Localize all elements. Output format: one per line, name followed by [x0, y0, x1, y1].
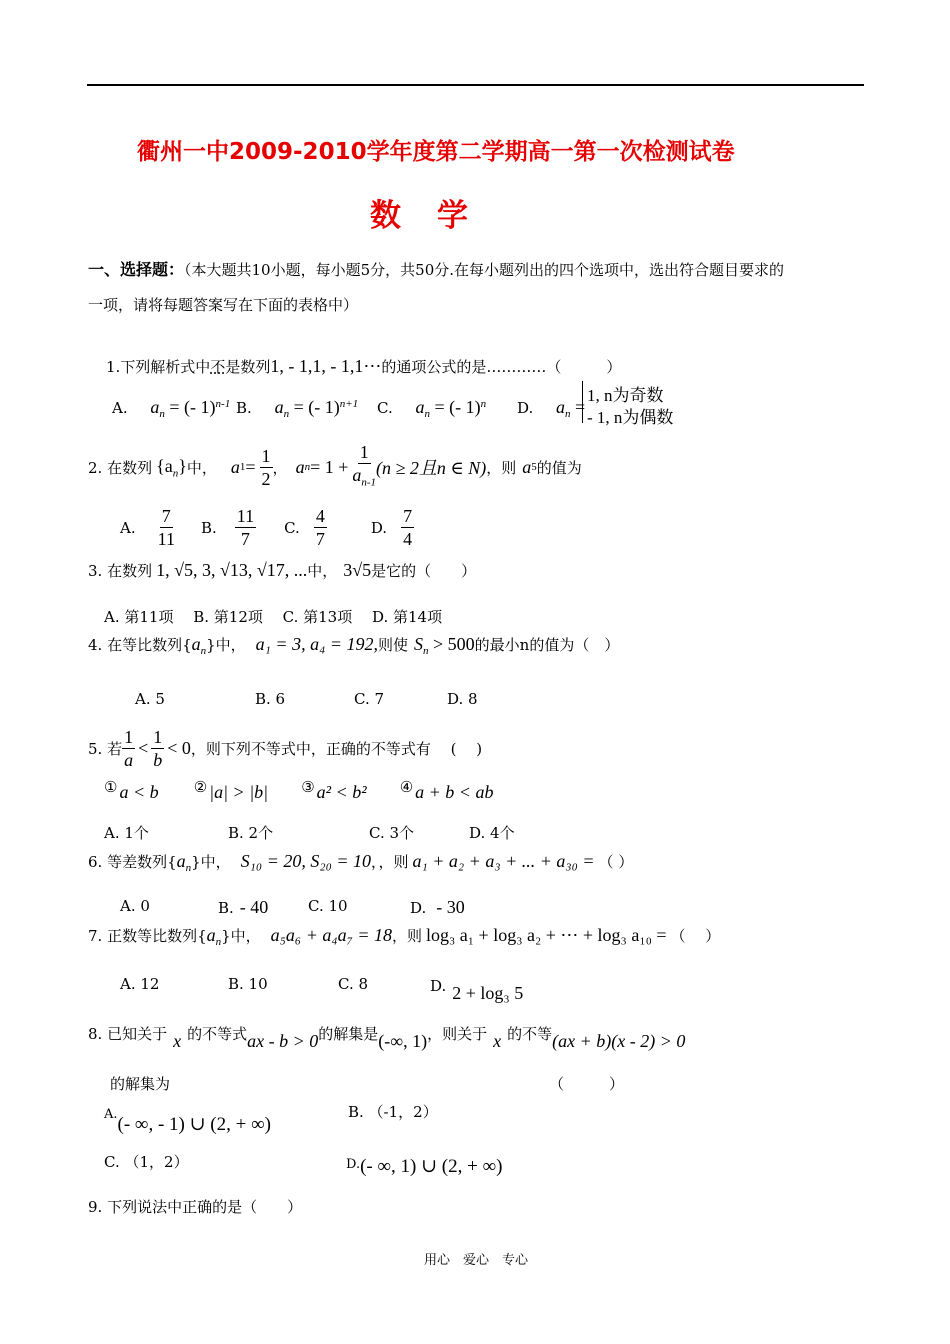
q1-d-case2: - 1, n为偶数	[587, 408, 674, 427]
q8-stem-e: 的不等	[507, 1025, 553, 1043]
q8-option-a	[104, 1101, 271, 1135]
q2-stem	[88, 441, 582, 494]
q5-option-b: B. 2个	[228, 824, 274, 842]
q2-a5-sub: 5	[531, 461, 537, 474]
q2-half-num: 1	[261, 445, 271, 466]
q4-stem	[88, 634, 619, 657]
q5-option-a: A. 1个	[104, 824, 149, 842]
q5-f1-den: a	[124, 750, 134, 770]
q7-an: a	[206, 925, 216, 945]
instruction-line-1: （本大题共10小题，每小题5分，共50分.在每小题列出的四个选项中，选出符合题目要求的	[184, 261, 785, 279]
q2-a-frac	[158, 505, 175, 550]
q3-stem	[88, 560, 476, 581]
q7-option-c: C. 8	[338, 975, 369, 993]
q8-d-label: D.	[346, 1157, 361, 1172]
q8-ineq2: (ax + b)(x - 2) > 0	[552, 1031, 686, 1051]
q2-stem-a: 2. 在数列	[88, 458, 153, 477]
q4-stem-b: }中，	[206, 636, 246, 654]
q2-an-sub: n	[304, 461, 311, 474]
q4-an-sub: n	[200, 645, 207, 657]
q1-a-rest: = (- 1)	[164, 397, 216, 417]
q1-b-label: B.	[236, 399, 252, 417]
q2-options	[120, 505, 414, 550]
page-footer: 用心 爱心 专心	[424, 1253, 529, 1268]
q8-paren: （ ）	[549, 1075, 625, 1093]
section-instructions	[88, 257, 784, 280]
q5-f1-num: 1	[124, 727, 134, 747]
q6-option-a: A. 0	[120, 897, 150, 915]
q5-statement-4: a + b < ab	[415, 782, 494, 802]
q8-stem-d: ，则关于	[427, 1025, 488, 1043]
q4-stem-c: 则使	[377, 636, 408, 654]
q1-stem-a: 1.下列解析式中	[106, 358, 211, 376]
instruction-line-2: 一项，请将每题答案写在下面的表格中）	[88, 296, 359, 314]
q7-paren: （ ）	[670, 927, 721, 945]
q2-condition: (n ≥ 2且n ∈ N)	[376, 458, 487, 479]
q2-b-num: 11	[236, 506, 255, 526]
q2-d-num: 7	[403, 506, 413, 526]
q1-stem-b: 是数列	[225, 358, 271, 376]
q6-d-label: D.	[410, 899, 427, 917]
q1-d-label: D.	[517, 399, 534, 417]
q1-b-var: a	[274, 397, 284, 417]
q2-a-num: 7	[161, 506, 171, 526]
q5-mark-2: ②	[193, 778, 208, 796]
q2-rec-num: 1	[359, 442, 369, 462]
q6-an: a	[176, 851, 186, 871]
q8-option-d	[346, 1151, 503, 1177]
q1-stem-c: 的通项公式的是…………（ ）	[381, 358, 622, 376]
q2-c-frac	[314, 505, 327, 550]
q1-d-brace	[582, 381, 583, 423]
q5-frac2	[151, 726, 164, 771]
q5-frac1	[122, 726, 135, 771]
q8-option-c: C. （1，2）	[104, 1153, 189, 1171]
q6-option-b	[218, 897, 268, 918]
q2-seq-sub: n	[172, 467, 179, 480]
q2-seq-close: }	[178, 455, 187, 476]
q2-an: a	[295, 456, 305, 477]
q6-paren: （ ）	[598, 853, 634, 871]
q5-mark-4: ④	[399, 778, 414, 796]
q1-b-sub: n	[283, 408, 290, 420]
q8-stem-c: 的解集是	[318, 1025, 379, 1043]
q6-sum: a₁ + a₂ + a₃ + ... + a₃₀ =	[412, 851, 595, 871]
q6-stem-a: 6. 等差数列{	[88, 853, 177, 871]
q8-ineq1: ax - b > 0	[247, 1031, 319, 1051]
q2-c-num: 4	[315, 506, 325, 526]
q2-rec-den-sub: n-1	[361, 476, 377, 489]
exam-title: 衢州一中2009-2010学年度第二学期高一第一次检测试卷	[137, 139, 735, 165]
q5-mark-1: ①	[104, 778, 118, 796]
q5-lt: <	[138, 738, 149, 758]
q1-d-var: a	[556, 397, 566, 417]
q1-c-rest: = (- 1)	[430, 397, 481, 417]
q2-d-frac	[401, 505, 414, 550]
q4-sn-sub: n	[423, 645, 429, 657]
q6-stem-c: ，，则	[371, 853, 409, 871]
q1-c-sub: n	[424, 408, 430, 420]
q5-statement-3: a² < b²	[316, 782, 367, 802]
q3-stem-b: 中，	[307, 562, 338, 580]
q8-stem	[88, 1023, 686, 1051]
q7-stem-b: }中，	[221, 927, 261, 945]
q5-statement-2: |a| > |b|	[209, 782, 269, 802]
q5-mark-3: ③	[301, 778, 315, 796]
q7-an-sub: n	[215, 936, 222, 948]
q8-x1: x	[173, 1031, 182, 1051]
q2-an-eq: = 1 +	[310, 456, 349, 477]
q2-rec	[352, 441, 376, 494]
q2-a-label: A.	[120, 518, 136, 537]
q6-an-sub: n	[185, 862, 192, 874]
q2-half	[260, 445, 273, 490]
q2-a5: a	[522, 456, 532, 477]
q2-c-den: 7	[315, 529, 325, 549]
q9-stem: 9. 下列说法中正确的是（ ）	[88, 1198, 303, 1216]
q1-a-var: a	[150, 397, 160, 417]
q2-c-label: C.	[284, 518, 300, 537]
q5-stem-b: ，则下列不等式中，正确的不等式有 ( )	[190, 740, 483, 758]
section-heading: 一、选择题：	[88, 260, 185, 279]
q1-d-eq: =	[570, 397, 586, 417]
q2-a1: a	[230, 456, 240, 477]
q6-d-value: - 30	[436, 897, 465, 917]
q1-a-sub: n	[159, 408, 165, 420]
q1-c-sup: n	[480, 398, 487, 410]
q4-option-d: D. 8	[447, 690, 478, 708]
q7-stem	[88, 925, 720, 948]
q1-option-a	[112, 397, 230, 420]
q1-d-sub: n	[565, 408, 571, 420]
q2-comma: ，	[272, 458, 288, 477]
q7-d-value: 2 + log₃ 5	[452, 983, 524, 1003]
q4-option-b: B. 6	[255, 690, 286, 708]
q2-seq: {a	[156, 455, 173, 476]
q2-half-den: 2	[261, 468, 271, 489]
q4-stem-a: 4. 在等比数列{	[88, 636, 192, 654]
q8-x2: x	[493, 1031, 502, 1051]
q2-b-label: B.	[200, 518, 217, 537]
q2-a1-sub: 1	[239, 461, 246, 474]
top-rule	[87, 84, 864, 86]
q5-option-d: D. 4个	[469, 824, 515, 842]
q8-stem-b: 的不等式	[187, 1025, 248, 1043]
q5-f2-num: 1	[153, 727, 163, 747]
q4-an: a	[191, 634, 201, 654]
q3-options: A. 第11项 B. 第12项 C. 第13项 D. 第14项	[104, 608, 443, 626]
q8-stem-a: 8. 已知关于	[88, 1025, 168, 1043]
q7-option-a: A. 12	[120, 975, 160, 993]
q1-stem-not: 不	[210, 358, 226, 376]
q7-d-label: D.	[430, 977, 447, 995]
q1-option-c	[377, 397, 486, 420]
q2-a1-eq: =	[245, 456, 256, 477]
q5-stem	[88, 726, 482, 771]
q1-c-label: C.	[377, 399, 393, 417]
q7-option-d	[430, 975, 524, 1003]
q5-stem-a: 5. 若	[88, 740, 123, 758]
q1-option-b	[236, 397, 358, 420]
q8-option-b: B. （-1，2）	[348, 1103, 438, 1121]
q4-cond: a₁ = 3, a₄ = 192,	[255, 634, 378, 654]
q2-rec-den: a	[352, 465, 362, 485]
q2-b-frac	[235, 505, 256, 550]
q6-cond: S₁₀ = 20, S₂₀ = 10	[240, 851, 371, 871]
q5-statements	[104, 778, 493, 803]
q4-sn-rest: > 500	[428, 634, 475, 654]
q4-stem-d: 的最小n的值为（ ）	[474, 636, 620, 654]
subject-title: 数学	[370, 198, 504, 234]
q8-line2: 的解集为	[110, 1075, 171, 1093]
q3-stem-a: 3. 在数列	[88, 562, 153, 580]
q8-a-label: A.	[104, 1107, 118, 1122]
q2-stem-d: 的值为	[536, 458, 582, 477]
q7-stem-a: 7. 正数等比数列{	[88, 927, 207, 945]
q1-a-sup: n-1	[215, 398, 231, 410]
q3-stem-c: 是它的（ ）	[371, 562, 477, 580]
q6-stem-b: }中，	[191, 853, 231, 871]
q7-expr: log₃ a₁ + log₃ a₂ + ⋯ + log₃ a₁₀ =	[426, 925, 667, 945]
q6-b-value: - 40	[239, 897, 269, 917]
q6-option-d	[410, 897, 465, 918]
q1-option-d	[517, 397, 585, 420]
q5-f2-den: b	[153, 750, 163, 770]
q1-stem	[106, 356, 621, 377]
q6-option-c: C. 10	[308, 897, 348, 915]
q2-stem-c: ，则	[486, 458, 517, 477]
q8-d-value: (- ∞, 1) ∪ (2, + ∞)	[360, 1156, 503, 1177]
q1-b-sup: n+1	[339, 398, 359, 410]
q6-b-label: B.	[218, 899, 234, 917]
q7-option-b: B. 10	[228, 975, 268, 993]
q2-stem-b: 中，	[186, 458, 217, 477]
q3-seq: 1, √5, 3, √13, √17, ...	[156, 560, 308, 580]
q7-stem-c: ，则	[392, 927, 423, 945]
q3-term: 3√5	[343, 560, 372, 580]
q6-stem	[88, 851, 633, 874]
q1-c-var: a	[415, 397, 425, 417]
q8-a-value: (- ∞, - 1) ∪ (2, + ∞)	[117, 1114, 271, 1135]
q4-option-a: A. 5	[135, 690, 165, 708]
q5-lt0: < 0	[167, 738, 191, 758]
q7-cond: a₅a₆ + a₄a₇ = 18	[270, 925, 392, 945]
q8-set1: (-∞, 1)	[378, 1031, 428, 1051]
q2-b-den: 7	[240, 529, 250, 549]
q1-b-rest: = (- 1)	[289, 397, 340, 417]
q2-d-label: D.	[370, 518, 388, 537]
q2-d-den: 4	[403, 529, 413, 549]
q1-a-label: A.	[112, 399, 128, 417]
q1-sequence: 1, - 1,1, - 1,1⋯	[270, 356, 382, 376]
q5-statement-1: a < b	[119, 782, 159, 802]
q1-d-case1: 1, n为奇数	[587, 386, 664, 405]
q4-sn: S	[414, 634, 423, 654]
q5-option-c: C. 3个	[369, 824, 415, 842]
q4-option-c: C. 7	[354, 690, 385, 708]
q2-a-den: 11	[157, 529, 175, 549]
